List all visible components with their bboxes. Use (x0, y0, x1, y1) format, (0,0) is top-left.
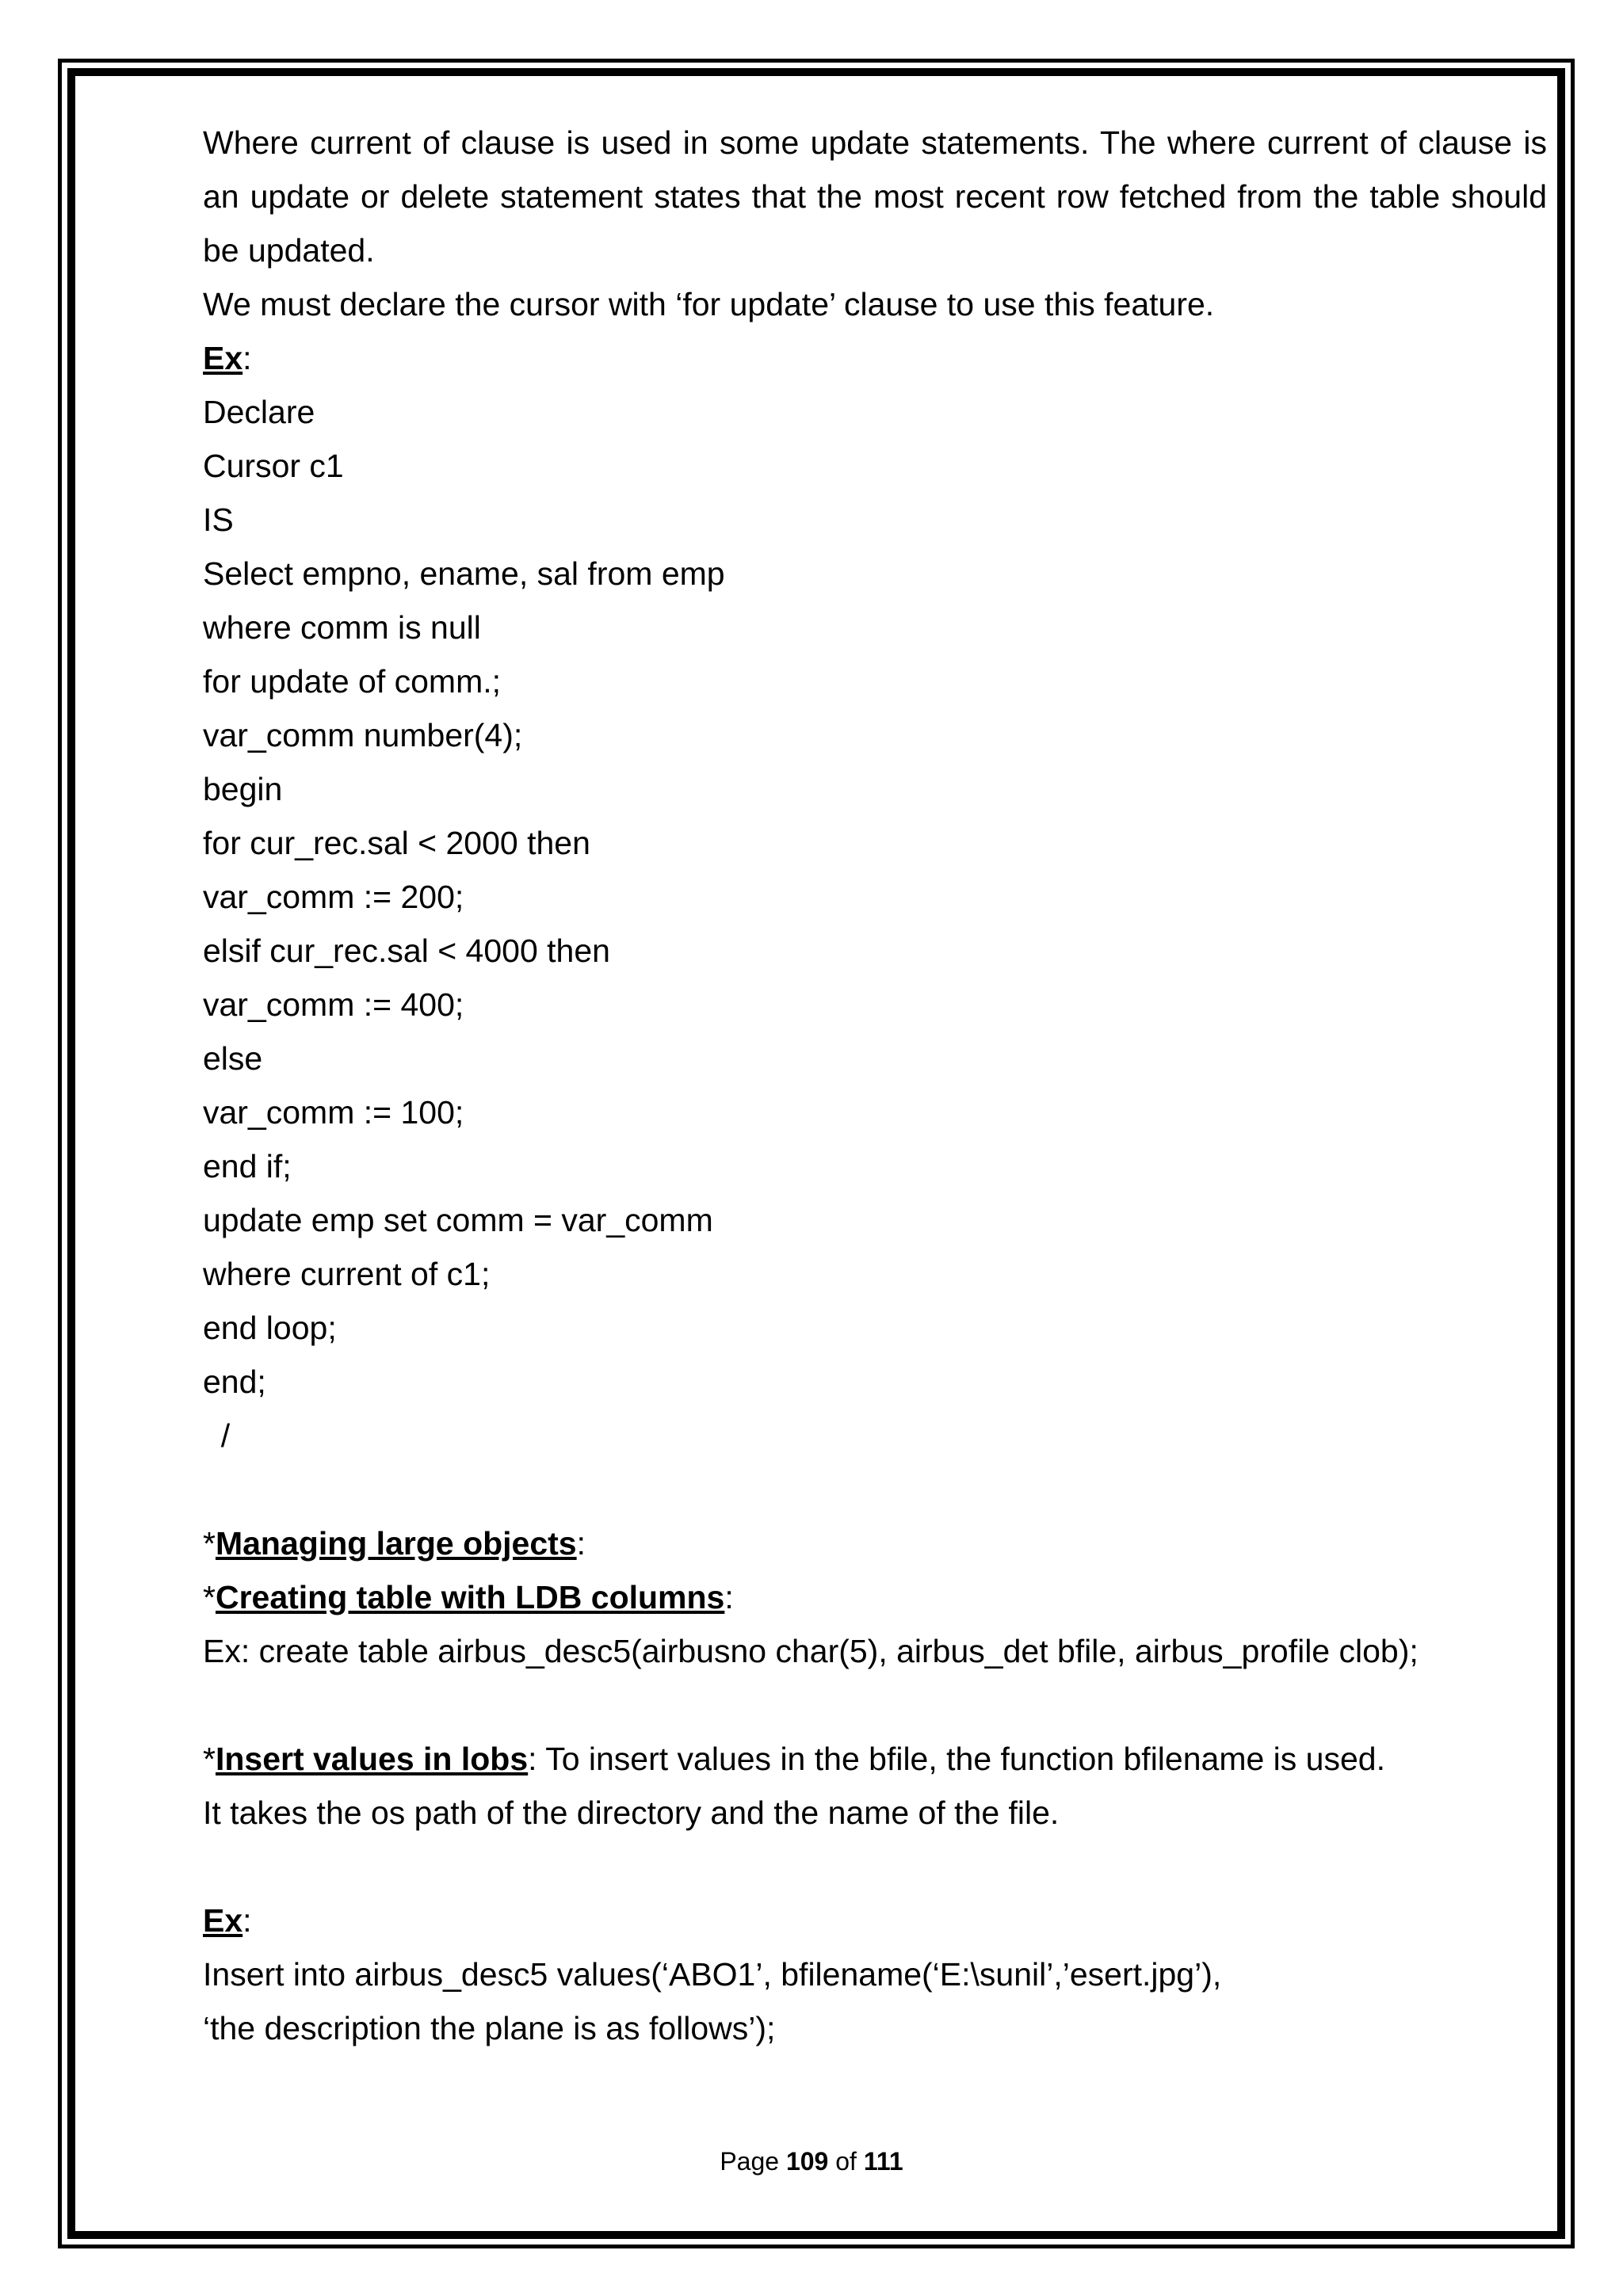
code-line: var_comm number(4); (203, 717, 523, 753)
code-line: end if; (203, 1148, 292, 1184)
page-word: Page (720, 2147, 786, 2176)
page-content (203, 116, 1547, 2055)
example1-colon: : (242, 340, 252, 376)
code-line: var_comm := 200; (203, 879, 464, 915)
asterisk: * (203, 1579, 216, 1615)
example2-line: ‘the description the plane is as follows’); (203, 2010, 776, 2046)
code-line: begin (203, 771, 283, 807)
intro-paragraph: Where current of clause is used in some update statements. The where current of clause is an update or delete statement states that the most recent row fetched from the table should be updated. (203, 124, 1547, 269)
managing-lobs-title: Managing large objects (215, 1525, 577, 1562)
intro-note: We must declare the cursor with ‘for update’ clause to use this feature. (203, 286, 1215, 322)
example2-heading (203, 1894, 1547, 1947)
code-line: else (203, 1040, 263, 1077)
example1-heading (203, 331, 1547, 385)
code-line: / (203, 1417, 231, 1454)
managing-lobs-heading (203, 1516, 1547, 1570)
insert-lobs-title: Insert values in lobs (215, 1741, 529, 1777)
spacer (203, 1840, 1547, 1894)
example1-code-block (203, 385, 1547, 1463)
example2-colon: : (242, 1902, 252, 1939)
page-number: 109 (785, 2147, 829, 2176)
code-line: where comm is null (203, 609, 481, 646)
spacer (203, 1463, 1547, 1516)
asterisk: * (203, 1741, 216, 1777)
code-line: IS (203, 502, 234, 538)
insert-lobs-description: : To insert values in the bfile, the function bfilename is used. (528, 1741, 1385, 1777)
code-line: elsif cur_rec.sal < 4000 then (203, 933, 610, 969)
code-line: where current of c1; (203, 1256, 491, 1292)
code-line: end; (203, 1363, 266, 1400)
insert-lobs-line2: It takes the os path of the directory and the name of the file. (203, 1794, 1060, 1831)
code-line: end loop; (203, 1310, 337, 1346)
page-footer (0, 2145, 1623, 2177)
example2-label: Ex (203, 1902, 243, 1939)
creating-table-heading (203, 1570, 1547, 1624)
creating-table-title: Creating table with LDB columns (215, 1579, 725, 1615)
code-line: update emp set comm = var_comm (203, 1202, 713, 1238)
code-line: Select empno, ename, sal from emp (203, 555, 725, 592)
code-line: var_comm := 400; (203, 986, 464, 1023)
total-pages: 111 (863, 2147, 903, 2176)
insert-lobs-heading (203, 1732, 1547, 1786)
example1-label: Ex (203, 340, 243, 376)
example2-line: Insert into airbus_desc5 values(‘ABO1’, bfilename(‘E:\sunil’,’esert.jpg’), (203, 1956, 1222, 1993)
asterisk: * (203, 1525, 216, 1562)
create-table-example: Ex: create table airbus_desc5(airbusno char(5), airbus_det bfile, airbus_profile clob); (203, 1633, 1419, 1669)
colon: : (724, 1579, 734, 1615)
code-line: for update of comm.; (203, 663, 502, 700)
code-line: Declare (203, 394, 315, 430)
code-line: for cur_rec.sal < 2000 then (203, 825, 590, 861)
colon: : (576, 1525, 586, 1562)
code-line: Cursor c1 (203, 448, 344, 484)
spacer (203, 1678, 1547, 1732)
of-word: of (828, 2147, 864, 2176)
code-line: var_comm := 100; (203, 1094, 464, 1131)
